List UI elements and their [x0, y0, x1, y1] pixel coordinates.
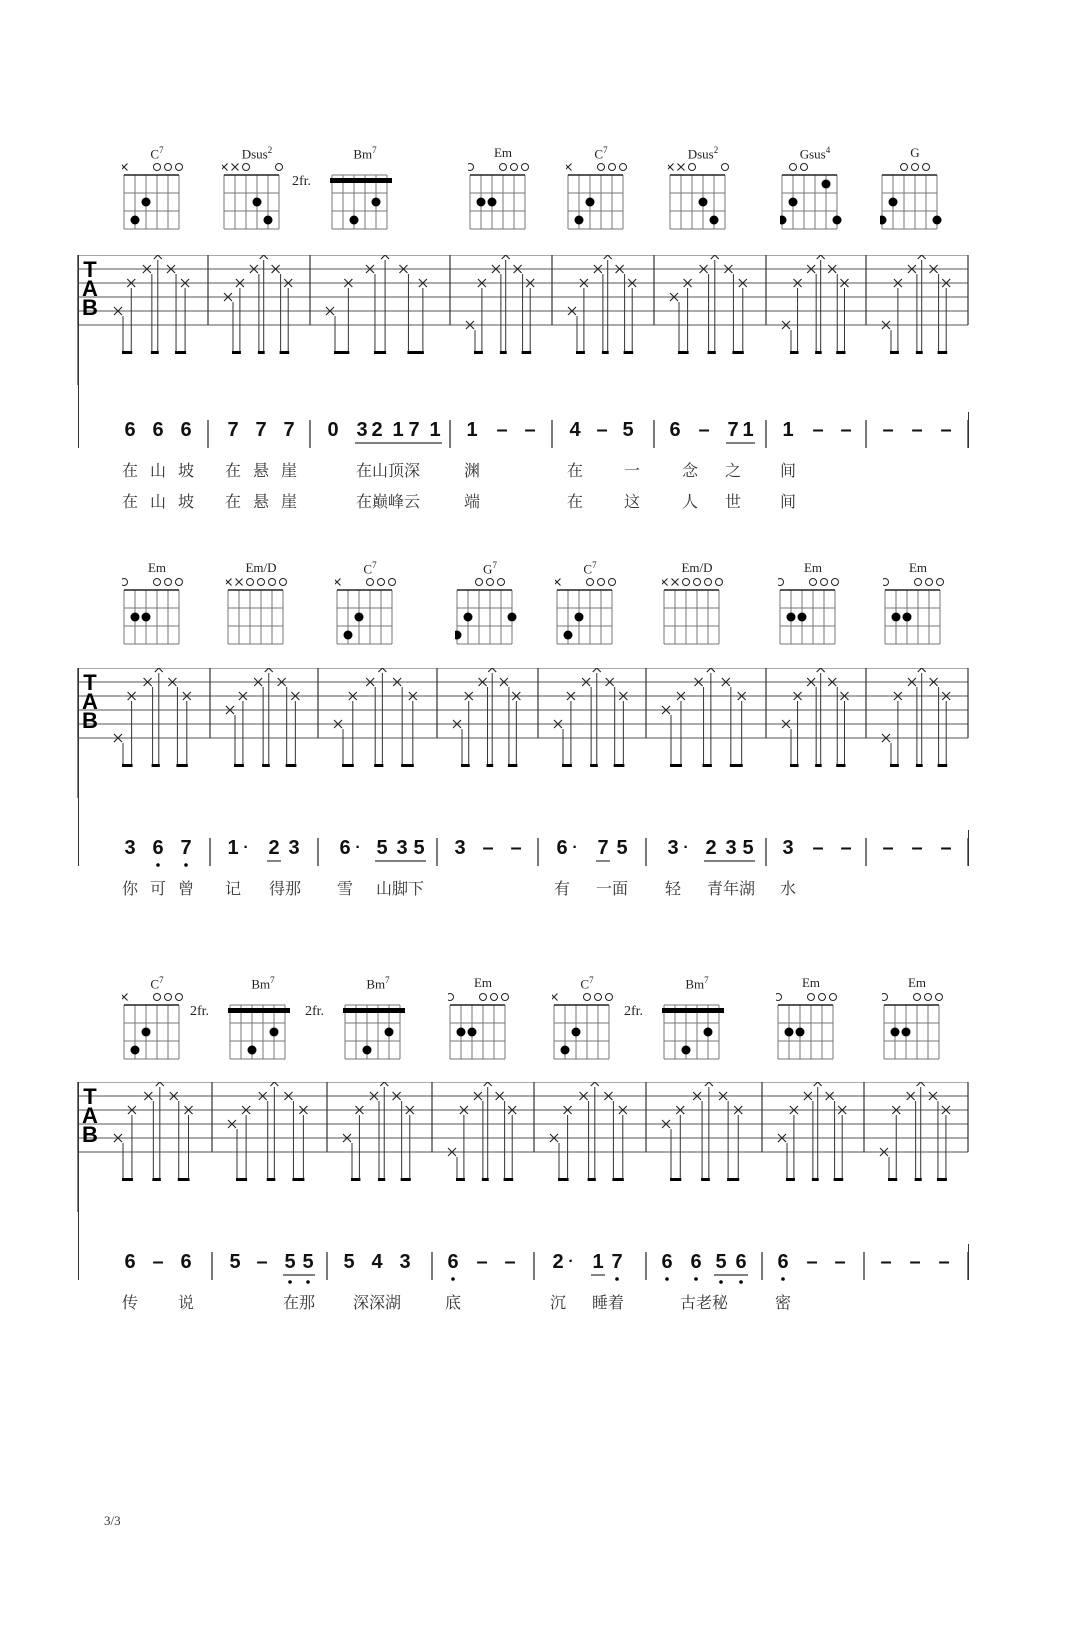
page-number: 3/3 — [104, 1513, 121, 1528]
system-left-barline — [78, 1082, 79, 1280]
lyric-syllable: 在巅峰云 — [355, 492, 421, 511]
chord-diagram — [552, 975, 622, 1065]
note: 3 — [399, 1251, 411, 1273]
note: – — [834, 1251, 846, 1273]
chord-name: Em — [907, 975, 927, 990]
note: 5 — [229, 1251, 241, 1273]
chord-name: Dsus$^2$ — [687, 145, 719, 162]
note: · — [683, 839, 689, 856]
note: 1 — [592, 1251, 604, 1273]
note: · — [572, 839, 578, 856]
note: – — [510, 837, 522, 859]
lyric-syllable: 山脚下 — [375, 879, 425, 898]
note: 1 — [392, 419, 404, 441]
fretboard-grid — [668, 159, 730, 247]
note: 0 — [327, 419, 339, 441]
fret-position-label: 2fr. — [624, 1004, 644, 1019]
note: 7 — [408, 419, 420, 441]
chord-name: Bm$^7$ — [353, 145, 377, 162]
note: 4 — [569, 419, 581, 441]
note: 6 — [735, 1251, 747, 1273]
fretboard-grid — [343, 989, 405, 1077]
note: – — [596, 419, 608, 441]
chord-diagram — [122, 975, 192, 1065]
note: 7 — [283, 419, 295, 441]
note: – — [940, 837, 952, 859]
note: 5 — [616, 837, 628, 859]
fretboard-grid — [122, 989, 184, 1077]
fret-position-label: 2fr. — [190, 1004, 210, 1019]
lyric-syllable: 在 — [566, 461, 584, 480]
note: – — [840, 837, 852, 859]
chord-diagram — [335, 560, 405, 650]
note: 6 — [690, 1251, 702, 1273]
note: – — [882, 837, 894, 859]
lyric-syllable: 说 — [177, 1293, 195, 1312]
note: – — [911, 419, 923, 441]
lyric-syllable: 在 — [224, 461, 242, 480]
tab-staff — [0, 1082, 1080, 1212]
chord-name: Em — [473, 975, 493, 990]
note: – — [476, 1251, 488, 1273]
fretboard-grid — [330, 159, 392, 247]
note: – — [909, 1251, 921, 1273]
note: 7 — [255, 419, 267, 441]
note: 6 — [124, 1251, 136, 1273]
chord-name: G — [910, 145, 920, 160]
note: – — [882, 419, 894, 441]
note: – — [812, 837, 824, 859]
lyric-syllable: 这 — [623, 492, 641, 511]
note: 1 — [782, 419, 794, 441]
note: 5 — [343, 1251, 355, 1273]
fret-position-label: 2fr. — [305, 1004, 325, 1019]
fretboard-grid — [882, 989, 944, 1077]
lyric-syllable: 水 — [779, 879, 797, 898]
chord-name: $G^7$ — [483, 560, 497, 577]
chord-diagram — [448, 975, 518, 1065]
note: – — [698, 419, 710, 441]
lyric-syllable: 悬 — [252, 492, 270, 511]
note: 7 — [180, 837, 192, 859]
note: – — [940, 419, 952, 441]
svg-text:A: A — [82, 276, 98, 301]
fretboard-grid — [555, 574, 617, 662]
lyric-syllable: 世 — [724, 492, 742, 511]
lyric-syllable: 古老秘 — [679, 1293, 729, 1312]
svg-text:T: T — [83, 1084, 97, 1109]
fret-position-label: 2fr. — [292, 174, 312, 189]
note: 5 — [413, 837, 425, 859]
note: 7 — [727, 419, 739, 441]
note: · — [243, 839, 249, 856]
chord-diagram — [883, 560, 953, 650]
fretboard-grid — [883, 574, 945, 662]
system-left-barline — [78, 255, 79, 448]
note: 6 — [661, 1251, 673, 1273]
note: – — [152, 1251, 164, 1273]
lyric-syllable: 在山顶深 — [355, 461, 421, 480]
lyric-syllable: 得那 — [268, 879, 302, 898]
lyric-syllable: 念 — [681, 461, 699, 480]
fretboard-grid — [566, 159, 628, 247]
lyric-syllable: 密 — [774, 1293, 792, 1312]
note: 7 — [227, 419, 239, 441]
chord-name: $C^7$ — [594, 145, 608, 162]
chord-name: Em/D — [245, 560, 277, 575]
svg-text:A: A — [82, 1103, 98, 1128]
chord-diagram — [624, 975, 732, 1065]
note: 3 — [667, 837, 679, 859]
lyric-syllable: 深深湖 — [352, 1293, 402, 1312]
note: 6 — [556, 837, 568, 859]
note: 3 — [288, 837, 300, 859]
lyric-syllable: 曾 — [177, 879, 195, 898]
note: 2 — [371, 419, 383, 441]
note: – — [880, 1251, 892, 1273]
note: 3 — [396, 837, 408, 859]
note: – — [524, 419, 536, 441]
chord-diagram — [226, 560, 296, 650]
chord-name: Em/D — [681, 560, 713, 575]
note: – — [504, 1251, 516, 1273]
chord-name: $C^7$ — [150, 975, 164, 992]
note: 3 — [725, 837, 737, 859]
lyric-syllable: 悬 — [252, 461, 270, 480]
note: 1 — [742, 419, 754, 441]
note: – — [911, 837, 923, 859]
note: 6 — [669, 419, 681, 441]
lyric-syllable: 坡 — [177, 461, 195, 480]
note: 1 — [429, 419, 441, 441]
note: 3 — [356, 419, 368, 441]
svg-text:T: T — [83, 257, 97, 282]
chord-diagram — [776, 975, 846, 1065]
note: 1 — [466, 419, 478, 441]
chord-diagram — [668, 145, 738, 235]
chord-diagram — [468, 145, 538, 235]
numbered-notation-line — [0, 838, 1080, 898]
note: 2 — [705, 837, 717, 859]
tab-staff — [0, 668, 1080, 798]
lyric-syllable: 一面 — [595, 879, 629, 898]
svg-text:B: B — [82, 1122, 98, 1147]
note: – — [482, 837, 494, 859]
chord-diagram — [305, 975, 413, 1065]
note: 2 — [268, 837, 280, 859]
note: – — [256, 1251, 268, 1273]
lyric-syllable: 端 — [463, 492, 481, 511]
note: 6 — [180, 1251, 192, 1273]
fretboard-grid — [880, 159, 942, 247]
lyric-syllable: 底 — [444, 1293, 462, 1312]
lyric-syllable: 青年湖 — [706, 879, 756, 898]
note: – — [496, 419, 508, 441]
lyric-syllable: 渊 — [463, 461, 481, 480]
tab-staff — [0, 255, 1080, 385]
chord-name: $C^7$ — [150, 145, 164, 162]
chord-name: Bm$^7$ — [366, 975, 390, 992]
note: 6 — [152, 837, 164, 859]
note: 3 — [782, 837, 794, 859]
lyric-syllable: 崖 — [280, 492, 298, 511]
svg-text:T: T — [83, 670, 97, 695]
note: 5 — [715, 1251, 727, 1273]
chord-diagram — [122, 145, 192, 235]
fretboard-grid — [122, 574, 184, 662]
lyric-syllable: 在 — [224, 492, 242, 511]
numbered-notation-line — [0, 1252, 1080, 1312]
lyric-syllable: 在 — [121, 492, 139, 511]
note: 6 — [339, 837, 351, 859]
system-left-barline — [78, 668, 79, 866]
note: 6 — [124, 419, 136, 441]
svg-text:B: B — [82, 708, 98, 733]
lyric-syllable: 之 — [724, 461, 742, 480]
svg-text:B: B — [82, 295, 98, 320]
fretboard-grid — [228, 989, 290, 1077]
system-right-barline — [968, 412, 969, 448]
chord-diagram — [880, 145, 950, 235]
system-right-barline — [968, 1244, 969, 1280]
note: 6 — [152, 419, 164, 441]
note: 3 — [124, 837, 136, 859]
chord-name: Em — [147, 560, 167, 575]
note: 6 — [447, 1251, 459, 1273]
note: · — [355, 839, 361, 856]
chord-name: Em — [908, 560, 928, 575]
lyric-syllable: 有 — [553, 879, 571, 898]
fretboard-grid — [662, 989, 724, 1077]
chord-diagram — [455, 560, 525, 650]
fretboard-grid — [455, 574, 517, 662]
note: 1 — [227, 837, 239, 859]
system-right-barline — [968, 830, 969, 866]
chord-name: Dsus$^2$ — [241, 145, 273, 162]
chord-name: $C^7$ — [583, 560, 597, 577]
chord-diagram — [555, 560, 625, 650]
chord-diagram — [292, 145, 400, 235]
chord-diagram — [882, 975, 952, 1065]
note: – — [812, 419, 824, 441]
chord-diagram — [222, 145, 292, 235]
lyric-syllable: 你 — [121, 879, 139, 898]
chord-name: Bm$^7$ — [251, 975, 275, 992]
lyric-syllable: 人 — [681, 492, 699, 511]
chord-name: Gsus$^4$ — [799, 145, 831, 162]
note: 6 — [777, 1251, 789, 1273]
chord-diagram — [780, 145, 850, 235]
chord-name: $C^7$ — [363, 560, 377, 577]
note: – — [938, 1251, 950, 1273]
lyric-syllable: 在 — [121, 461, 139, 480]
chord-name: Em — [801, 975, 821, 990]
chord-name: Em — [803, 560, 823, 575]
note: 5 — [302, 1251, 314, 1273]
fretboard-grid — [335, 574, 397, 662]
lyric-syllable: 沉 — [549, 1293, 567, 1312]
note: – — [840, 419, 852, 441]
fretboard-grid — [122, 159, 184, 247]
chord-name: $C^7$ — [580, 975, 594, 992]
fretboard-grid — [552, 989, 614, 1077]
lyric-syllable: 崖 — [280, 461, 298, 480]
fretboard-grid — [468, 159, 530, 247]
lyric-syllable: 山 — [149, 461, 167, 480]
note: 5 — [622, 419, 634, 441]
numbered-notation-line — [0, 419, 1080, 511]
note: 5 — [376, 837, 388, 859]
chord-name: Em — [493, 145, 513, 160]
note: 4 — [371, 1251, 383, 1273]
chord-name: Bm$^7$ — [685, 975, 709, 992]
chord-diagram — [190, 975, 298, 1065]
lyric-syllable: 轻 — [664, 879, 682, 898]
lyric-syllable: 传 — [121, 1293, 139, 1312]
fretboard-grid — [226, 574, 288, 662]
lyric-syllable: 间 — [779, 461, 797, 480]
lyric-syllable: 间 — [779, 492, 797, 511]
lyric-syllable: 睡着 — [591, 1293, 625, 1312]
fretboard-grid — [662, 574, 724, 662]
chord-diagram — [778, 560, 848, 650]
chord-diagram — [122, 560, 192, 650]
fretboard-grid — [776, 989, 838, 1077]
lyric-syllable: 在 — [566, 492, 584, 511]
lyric-syllable: 一 — [623, 461, 641, 480]
lyric-syllable: 记 — [224, 879, 242, 898]
note: · — [568, 1253, 574, 1270]
note: 7 — [611, 1251, 623, 1273]
svg-text:A: A — [82, 689, 98, 714]
note: – — [806, 1251, 818, 1273]
lyric-syllable: 雪 — [336, 879, 354, 898]
note: 7 — [597, 837, 609, 859]
lyric-syllable: 山 — [149, 492, 167, 511]
lyric-syllable: 在那 — [282, 1293, 316, 1312]
fretboard-grid — [448, 989, 510, 1077]
chord-diagram — [662, 560, 732, 650]
fretboard-grid — [778, 574, 840, 662]
lyric-syllable: 可 — [149, 879, 167, 898]
fretboard-grid — [780, 159, 842, 247]
lyric-syllable: 坡 — [177, 492, 195, 511]
note: 5 — [284, 1251, 296, 1273]
note: 2 — [552, 1251, 564, 1273]
note: 6 — [180, 419, 192, 441]
note: 5 — [742, 837, 754, 859]
chord-diagram — [566, 145, 636, 235]
fretboard-grid — [222, 159, 284, 247]
note: 3 — [454, 837, 466, 859]
